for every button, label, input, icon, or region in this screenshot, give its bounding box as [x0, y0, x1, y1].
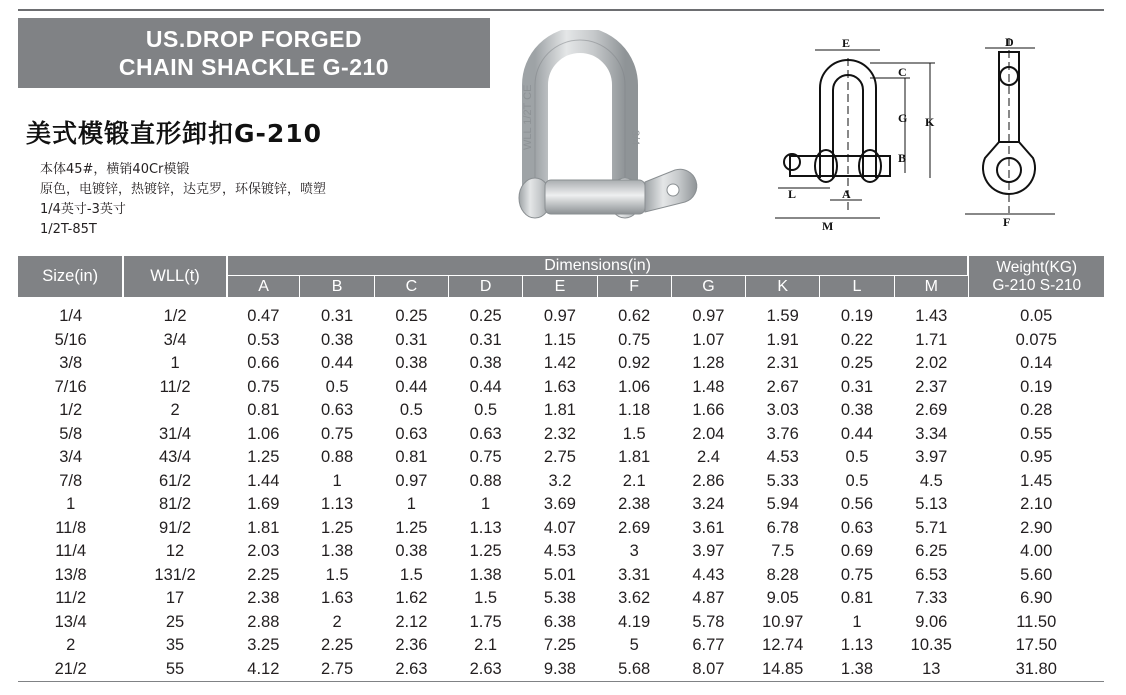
table-cell: 35	[165, 636, 185, 655]
table-cell: 6.38	[543, 612, 576, 631]
table-cell: 0.5	[845, 471, 869, 490]
table-cell: 131/2	[154, 565, 196, 584]
table-cell: 7/8	[59, 471, 83, 490]
table-cell: 4.53	[766, 448, 799, 467]
table-cell: 4.53	[543, 542, 576, 561]
table-row	[18, 658, 1104, 682]
table-cell: 2.25	[247, 565, 280, 584]
table-cell: 0.75	[618, 330, 651, 349]
table-cell: 1.25	[469, 542, 502, 561]
table-cell: 1.13	[469, 518, 502, 537]
table-cell: 1.5	[325, 565, 349, 584]
table-cell: 0.75	[469, 448, 502, 467]
table-cell: 25	[165, 612, 185, 631]
table-cell: 0.075	[1015, 330, 1057, 349]
table-cell: 2.86	[692, 471, 725, 490]
weight-header-models: G-210 S-210	[992, 276, 1082, 294]
table-cell: 1.06	[247, 424, 280, 443]
table-cell: 8.28	[766, 565, 799, 584]
table-cell: 1.38	[469, 565, 502, 584]
table-cell: 1.5	[622, 424, 646, 443]
table-cell: 0.19	[1020, 377, 1053, 396]
table-cell: 13/8	[54, 565, 87, 584]
table-cell: 17.50	[1015, 636, 1057, 655]
table-cell: 2.38	[247, 589, 280, 608]
table-cell: 0.88	[469, 471, 502, 490]
col-header-dim-a: A	[227, 276, 300, 298]
table-cell: 11/4	[55, 542, 87, 561]
table-cell: 5.13	[915, 495, 948, 514]
table-cell: 11.50	[1016, 612, 1057, 631]
table-cell: 0.75	[247, 377, 280, 396]
table-cell: 1.69	[247, 495, 280, 514]
table-cell: 0.55	[1020, 424, 1053, 443]
table-cell: 0.28	[1020, 401, 1053, 420]
col-header-dim-b: B	[300, 276, 374, 298]
table-cell: 2	[170, 401, 180, 420]
table-cell: 1/2	[59, 401, 83, 420]
dim-label-m: M	[822, 219, 834, 233]
dim-label-a: A	[842, 187, 851, 201]
table-cell: 0.5	[399, 401, 423, 420]
table-cell: 0.5	[845, 448, 869, 467]
table-row	[18, 540, 1104, 564]
table-cell: 2.90	[1020, 518, 1053, 537]
weight-header-title: Weight(KG)	[996, 258, 1078, 276]
table-cell: 0.81	[395, 448, 428, 467]
table-cell: 3.24	[692, 495, 725, 514]
table-cell: 3.25	[247, 636, 280, 655]
table-cell: 0.22	[840, 330, 874, 349]
table-cell: 1.71	[915, 330, 948, 349]
col-header-wll: WLL(t)	[123, 256, 226, 297]
table-row	[18, 470, 1104, 494]
table-cell: 2.63	[469, 659, 502, 678]
table-cell: 5.01	[543, 565, 576, 584]
table-cell: 1/2	[163, 307, 187, 326]
table-cell: 12	[165, 542, 185, 561]
dim-label-b: B	[898, 151, 907, 165]
photo-emboss-text: WLL 1/2T CE	[522, 84, 534, 150]
table-cell: 1	[852, 612, 862, 631]
table-cell: 1.75	[469, 612, 502, 631]
table-cell: 6.90	[1020, 589, 1053, 608]
table-cell: 1.5	[399, 565, 423, 584]
table-cell: 1.18	[618, 401, 651, 420]
table-cell: 3.76	[766, 424, 799, 443]
table-cell: 3	[629, 542, 639, 561]
table-cell: 3.34	[915, 424, 948, 443]
table-cell: 81/2	[158, 495, 192, 514]
table-cell: 1.38	[840, 659, 874, 678]
dim-label-f: F	[1003, 215, 1011, 228]
table-cell: 6.53	[915, 565, 948, 584]
table-row	[18, 399, 1104, 423]
table-cell: 0.44	[395, 377, 428, 396]
photo-side-text: 3/4	[629, 130, 641, 146]
table-cell: 0.97	[692, 307, 725, 326]
table-cell: 0.81	[247, 401, 280, 420]
table-cell: 6.77	[692, 636, 725, 655]
top-rule	[18, 9, 1104, 11]
table-cell: 2.1	[474, 636, 498, 655]
table-cell: 4.00	[1020, 542, 1053, 561]
shackle-side-drawing	[955, 38, 1065, 228]
table-cell: 3/4	[59, 448, 83, 467]
table-cell: 0.81	[840, 589, 874, 608]
table-cell: 0.38	[395, 354, 428, 373]
col-header-weight	[968, 256, 1104, 297]
table-cell: 0.44	[840, 424, 874, 443]
table-row	[18, 329, 1104, 353]
table-cell: 1.13	[321, 495, 354, 514]
table-cell: 1	[332, 471, 342, 490]
table-cell: 1.25	[321, 518, 354, 537]
col-header-dim-c: C	[374, 276, 448, 298]
table-cell: 1.07	[692, 330, 725, 349]
table-cell: 1.59	[766, 307, 799, 326]
table-cell: 5/8	[59, 424, 83, 443]
table-cell: 1.15	[543, 330, 576, 349]
table-cell: 2.88	[247, 612, 280, 631]
col-header-dim-f: F	[597, 276, 671, 298]
table-cell: 9.38	[543, 659, 576, 678]
product-title-line1: US.DROP FORGED	[145, 26, 363, 52]
table-cell: 1.81	[247, 518, 280, 537]
table-cell: 4.5	[919, 471, 943, 490]
table-cell: 9.06	[915, 612, 948, 631]
table-cell: 61/2	[158, 471, 192, 490]
dim-label-d: D	[1005, 38, 1014, 49]
table-cell: 0.25	[840, 354, 874, 373]
table-cell: 3.2	[548, 471, 572, 490]
table-cell: 13	[922, 659, 941, 678]
table-cell: 5.94	[766, 495, 799, 514]
table-row	[18, 423, 1104, 447]
product-description	[40, 160, 326, 240]
table-cell: 1	[170, 354, 180, 373]
table-cell: 0.63	[321, 401, 354, 420]
table-cell: 1	[406, 495, 416, 514]
table-row	[18, 634, 1104, 658]
table-cell: 3.31	[618, 565, 651, 584]
table-cell: 13/4	[54, 612, 87, 631]
table-cell: 31/4	[158, 424, 192, 443]
table-cell: 4.19	[618, 612, 651, 631]
table-row	[18, 493, 1104, 517]
table-cell: 3.03	[766, 401, 799, 420]
table-cell: 2	[332, 612, 342, 631]
product-title-banner	[18, 18, 490, 88]
table-cell: 1	[481, 495, 491, 514]
table-cell: 2.32	[543, 424, 576, 443]
table-cell: 0.44	[321, 354, 354, 373]
table-cell: 1/4	[59, 307, 83, 326]
table-cell: 0.5	[325, 377, 349, 396]
table-cell: 17	[165, 589, 185, 608]
table-cell: 11/8	[55, 518, 87, 537]
table-cell: 5.78	[692, 612, 725, 631]
table-cell: 3.97	[915, 448, 948, 467]
table-cell: 7.33	[915, 589, 948, 608]
table-cell: 0.75	[840, 565, 874, 584]
table-cell: 55	[165, 659, 185, 678]
table-cell: 10.35	[910, 636, 952, 655]
shackle-front-drawing	[770, 38, 950, 238]
table-cell: 1.42	[543, 354, 576, 373]
table-cell: 5.68	[618, 659, 651, 678]
table-cell: 0.38	[840, 401, 874, 420]
table-cell: 0.66	[247, 354, 280, 373]
table-cell: 4.43	[692, 565, 725, 584]
table-cell: 1.81	[618, 448, 651, 467]
table-cell: 2.31	[766, 354, 799, 373]
table-cell: 8.07	[692, 659, 725, 678]
table-cell: 2.69	[618, 518, 651, 537]
table-cell: 0.14	[1020, 354, 1053, 373]
table-cell: 3.97	[692, 542, 725, 561]
col-header-size: Size(in)	[18, 256, 123, 297]
table-row	[18, 587, 1104, 611]
table-cell: 91/2	[158, 518, 192, 537]
table-cell: 3.69	[543, 495, 576, 514]
table-cell: 2.63	[395, 659, 428, 678]
table-cell: 0.31	[395, 330, 428, 349]
table-cell: 4.87	[692, 589, 725, 608]
table-cell: 5.38	[543, 589, 576, 608]
table-cell: 3.61	[692, 518, 725, 537]
table-cell: 11/2	[159, 377, 191, 396]
table-cell: 1.25	[395, 518, 428, 537]
table-cell: 43/4	[158, 448, 192, 467]
dimensions-table	[18, 256, 1104, 682]
table-cell: 0.69	[840, 542, 874, 561]
table-cell: 0.56	[840, 495, 874, 514]
table-cell: 1.43	[915, 307, 948, 326]
table-cell: 0.97	[543, 307, 576, 326]
table-cell: 1.38	[321, 542, 354, 561]
table-cell: 1.48	[692, 377, 725, 396]
col-header-dim-k: K	[746, 276, 820, 298]
table-cell: 0.31	[840, 377, 874, 396]
table-cell: 1.25	[247, 448, 280, 467]
dim-label-e: E	[842, 38, 851, 50]
table-cell: 3/8	[59, 354, 83, 373]
dim-label-c: C	[898, 65, 907, 79]
table-cell: 0.63	[469, 424, 502, 443]
table-cell: 2.75	[543, 448, 576, 467]
table-cell: 4.07	[543, 518, 576, 537]
table-cell: 3.62	[618, 589, 651, 608]
table-row	[18, 297, 1104, 329]
table-cell: 1.5	[474, 589, 498, 608]
table-cell: 2.4	[696, 448, 720, 467]
table-cell: 0.31	[321, 307, 354, 326]
table-row	[18, 611, 1104, 635]
table-cell: 7.5	[771, 542, 795, 561]
table-cell: 1.06	[618, 377, 651, 396]
table-cell: 0.92	[618, 354, 651, 373]
table-cell: 6.78	[766, 518, 799, 537]
table-cell: 0.63	[395, 424, 428, 443]
table-cell: 6.25	[915, 542, 948, 561]
table-cell: 7.25	[543, 636, 576, 655]
table-cell: 0.25	[395, 307, 428, 326]
table-cell: 0.75	[321, 424, 354, 443]
col-header-dim-e: E	[523, 276, 597, 298]
table-cell: 1.44	[247, 471, 280, 490]
size-range-line: 1/4英寸-3英寸	[40, 202, 126, 217]
table-cell: 0.47	[247, 307, 280, 326]
table-cell: 0.38	[395, 542, 428, 561]
table-cell: 0.05	[1020, 307, 1053, 326]
dim-label-k: K	[925, 115, 935, 129]
table-cell: 1.28	[692, 354, 725, 373]
table-cell: 2.38	[618, 495, 651, 514]
table-cell: 2.75	[321, 659, 354, 678]
table-cell: 7/16	[54, 377, 87, 396]
table-cell: 0.53	[247, 330, 280, 349]
table-cell: 4.12	[247, 659, 280, 678]
col-header-dimensions: Dimensions(in)	[227, 256, 969, 276]
table-cell: 5.60	[1020, 565, 1053, 584]
table-row	[18, 376, 1104, 400]
table-cell: 1	[66, 495, 76, 514]
table-cell: 11/2	[55, 589, 87, 608]
table-cell: 2.12	[395, 612, 428, 631]
table-cell: 10.97	[762, 612, 804, 631]
table-cell: 1.66	[692, 401, 725, 420]
table-cell: 0.44	[469, 377, 502, 396]
col-header-dim-m: M	[894, 276, 968, 298]
table-cell: 5	[629, 636, 639, 655]
table-cell: 2.25	[321, 636, 354, 655]
load-range-line: 1/2T-85T	[40, 222, 97, 237]
table-cell: 31.80	[1015, 659, 1057, 678]
table-cell: 2.04	[692, 424, 725, 443]
table-cell: 0.31	[469, 330, 502, 349]
finish-line: 原色，电镀锌，热镀锌，达克罗，环保镀锌，喷塑	[40, 182, 327, 197]
table-cell: 21/2	[54, 659, 87, 678]
col-header-dim-d: D	[449, 276, 523, 298]
table-cell: 0.63	[840, 518, 874, 537]
col-header-dim-l: L	[820, 276, 894, 298]
table-cell: 0.95	[1020, 448, 1053, 467]
table-cell: 0.88	[321, 448, 354, 467]
table-cell: 5/16	[54, 330, 87, 349]
table-cell: 0.97	[395, 471, 428, 490]
table-cell: 2.02	[915, 354, 948, 373]
table-row	[18, 352, 1104, 376]
table-cell: 2.03	[247, 542, 280, 561]
table-cell: 0.38	[321, 330, 354, 349]
table-cell: 1.13	[840, 636, 874, 655]
table-cell: 1.91	[766, 330, 799, 349]
table-row	[18, 446, 1104, 470]
chinese-product-title: 美式模锻直形卸扣G-210	[26, 119, 323, 148]
table-cell: 2	[66, 636, 76, 655]
table-row	[18, 517, 1104, 541]
table-cell: 12.74	[762, 636, 804, 655]
table-cell: 1.63	[543, 377, 576, 396]
table-cell: 14.85	[762, 659, 804, 678]
table-cell: 3/4	[163, 330, 187, 349]
table-cell: 5.33	[766, 471, 799, 490]
table-cell: 2.10	[1020, 495, 1053, 514]
table-row	[18, 564, 1104, 588]
table-body	[18, 297, 1104, 682]
table-cell: 0.62	[618, 307, 651, 326]
product-title-line2: CHAIN SHACKLE G-210	[118, 54, 390, 80]
table-cell: 0.5	[474, 401, 498, 420]
shackle-photo	[505, 30, 705, 235]
table-cell: 2.69	[915, 401, 948, 420]
material-line: 本体45#，横销40Cr模锻	[40, 162, 190, 177]
table-cell: 1.45	[1020, 471, 1053, 490]
dim-label-g: G	[898, 111, 908, 125]
dim-label-l: L	[788, 187, 797, 201]
table-cell: 0.38	[469, 354, 502, 373]
table-cell: 0.19	[840, 307, 874, 326]
table-cell: 2.36	[395, 636, 428, 655]
table-cell: 2.37	[915, 377, 948, 396]
table-cell: 9.05	[766, 589, 799, 608]
table-cell: 2.1	[622, 471, 646, 490]
col-header-dim-g: G	[671, 276, 745, 298]
table-cell: 0.25	[469, 307, 502, 326]
table-cell: 5.71	[915, 518, 948, 537]
table-cell: 1.81	[543, 401, 576, 420]
table-cell: 1.63	[321, 589, 354, 608]
table-cell: 2.67	[766, 377, 799, 396]
table-cell: 1.62	[395, 589, 428, 608]
